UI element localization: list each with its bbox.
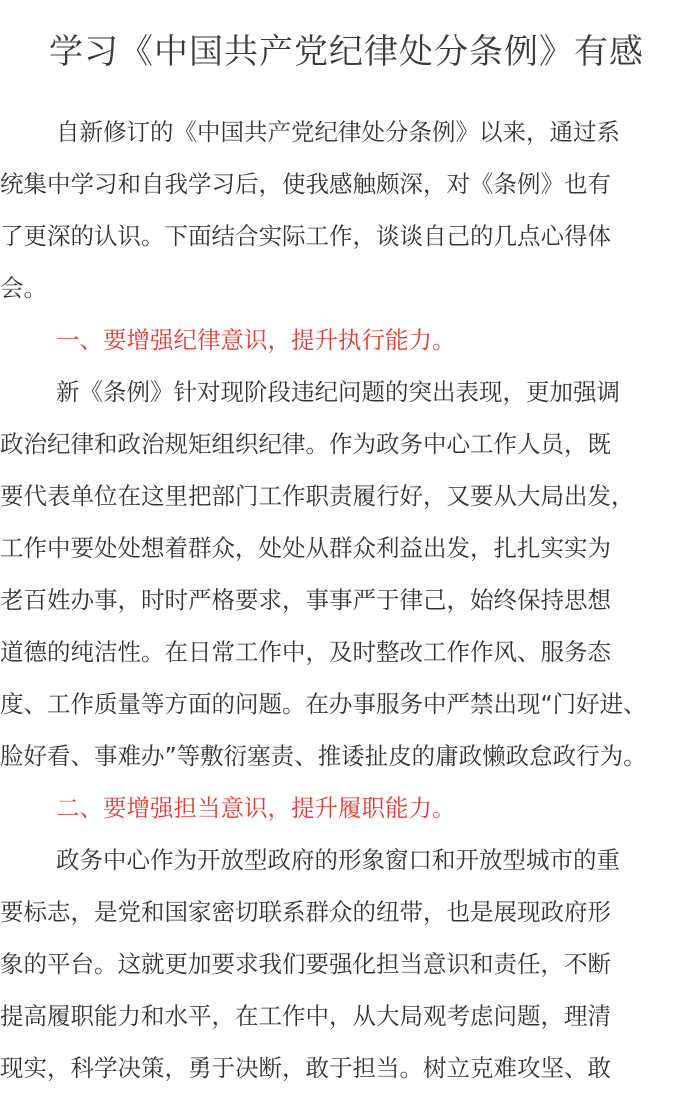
document-title: 学习《中国共产党纪律处分条例》有感 xyxy=(49,32,644,72)
text-line: 自新修订的《中国共产党纪律处分条例》以来，通过系 xyxy=(56,118,620,146)
paragraph-intro xyxy=(0,106,693,314)
text-line: 提高履职能力和水平，在工作中，从大局观考虑问题，理清 xyxy=(0,1002,611,1030)
text-line: 象的平台。这就更加要求我们要强化担当意识和责任，不断 xyxy=(0,950,611,978)
section-heading-2 xyxy=(0,782,693,834)
paragraph-section-1 xyxy=(0,366,693,782)
section-heading-1 xyxy=(0,314,693,366)
text-line: 道德的纯洁性。在日常工作中，及时整改工作作风、服务态 xyxy=(0,638,611,666)
paragraph-section-2 xyxy=(0,834,693,1094)
text-line: 会。 xyxy=(0,274,47,302)
text-line: 政务中心作为开放型政府的形象窗口和开放型城市的重 xyxy=(56,846,620,874)
heading-line: 二、要增强担当意识，提升履职能力。 xyxy=(56,794,456,822)
text-line: 要标志，是党和国家密切联系群众的纽带，也是展现政府形 xyxy=(0,898,611,926)
text-line: 工作中要处处想着群众，处处从群众利益出发，扎扎实实为 xyxy=(0,534,611,562)
heading-line: 一、要增强纪律意识，提升执行能力。 xyxy=(56,326,456,354)
text-line: 老百姓办事，时时严格要求，事事严于律己，始终保持思想 xyxy=(0,586,611,614)
text-line: 新《条例》针对现阶段违纪问题的突出表现，更加强调 xyxy=(56,378,620,406)
text-line: 现实，科学决策，勇于决断，敢于担当。树立克难攻坚、敢 xyxy=(0,1054,611,1082)
document-body xyxy=(0,106,693,1094)
text-line: 了更深的认识。下面结合实际工作，谈谈自己的几点心得体 xyxy=(0,222,611,250)
text-line: 政治纪律和政治规矩组织纪律。作为政务中心工作人员，既 xyxy=(0,430,611,458)
text-line: 度、工作质量等方面的问题。在办事服务中严禁出现“门好进、 xyxy=(0,690,647,718)
text-line: 要代表单位在这里把部门工作职责履行好，又要从大局出发， xyxy=(0,482,635,510)
text-line: 统集中学习和自我学习后，使我感触颇深，对《条例》也有 xyxy=(0,170,611,198)
text-line: 脸好看、事难办”等敷衍塞责、推诿扯皮的庸政懒政怠政行为。 xyxy=(0,742,647,770)
